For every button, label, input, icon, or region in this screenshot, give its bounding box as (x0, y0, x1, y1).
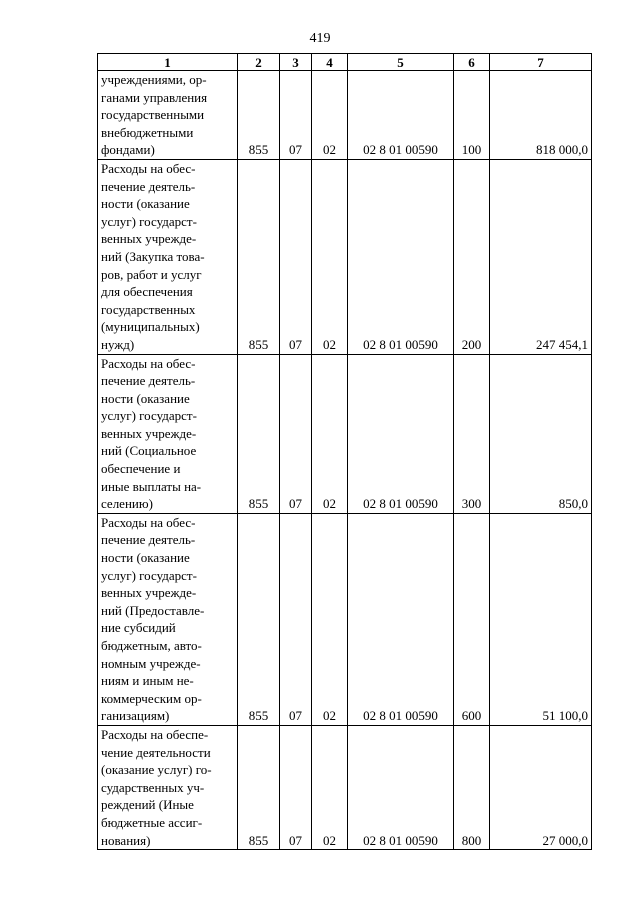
column-header: 7 (490, 54, 592, 71)
expense-description (98, 71, 238, 160)
column-header: 6 (454, 54, 490, 71)
description-line: учреждениями, ор- (101, 72, 207, 87)
description-line: услуг) государст- (101, 213, 197, 229)
description-line: ганами управления (101, 89, 208, 105)
description-line: коммерческим ор- (101, 690, 202, 706)
description-line: ганизациям) (101, 708, 170, 724)
section-code: 07 (280, 159, 312, 354)
table-body (98, 71, 592, 850)
description-line: венных учрежде- (101, 585, 197, 601)
description-line: ности (оказание (101, 390, 190, 406)
expense-description (98, 354, 238, 513)
section-code: 07 (280, 71, 312, 160)
subsection-code: 02 (312, 159, 348, 354)
description-line: внебюджетными (101, 124, 194, 140)
table-row (98, 159, 592, 354)
description-line: государственных (101, 301, 196, 317)
description-line: бюджетные ассиг- (101, 814, 203, 830)
table-row (98, 354, 592, 513)
section-code: 07 (280, 725, 312, 849)
page-number: 419 (309, 31, 331, 46)
table-row (98, 513, 592, 725)
ministry-code: 855 (238, 159, 280, 354)
table-row (98, 71, 592, 160)
table-row (98, 725, 592, 849)
column-header: 4 (312, 54, 348, 71)
section-code: 07 (280, 354, 312, 513)
description-line: Расходы на обеспе- (101, 726, 209, 742)
description-line: бюджетным, авто- (101, 638, 202, 653)
subsection-code: 02 (312, 71, 348, 160)
amount-value: 850,0 (490, 354, 592, 513)
expense-type-code: 300 (454, 354, 490, 513)
description-line: ности (оказание (101, 196, 190, 212)
description-line: Расходы на обес- (101, 355, 196, 371)
description-line: ний (Предоставле- (101, 602, 205, 618)
target-article-code: 02 8 01 00590 (348, 71, 454, 160)
target-article-code: 02 8 01 00590 (348, 159, 454, 354)
subsection-code: 02 (312, 354, 348, 513)
ministry-code: 855 (238, 513, 280, 725)
description-line: нования) (101, 832, 151, 848)
column-header: 2 (238, 54, 280, 71)
description-line: Расходы на обес- (101, 160, 196, 176)
amount-value: 247 454,1 (490, 159, 592, 354)
budget-table (97, 53, 592, 850)
description-line: венных учрежде- (101, 231, 197, 247)
description-line: иные выплаты на- (101, 478, 202, 494)
column-header: 3 (280, 54, 312, 71)
expense-description (98, 725, 238, 849)
expense-description (98, 159, 238, 354)
description-line: печение деятель- (101, 373, 196, 389)
description-line: номным учрежде- (101, 655, 201, 671)
description-line: ний (Закупка това- (101, 248, 205, 264)
amount-value: 818 000,0 (490, 71, 592, 160)
description-line: (оказание услуг) го- (101, 762, 212, 778)
description-line: нужд) (101, 336, 135, 352)
description-line: чение деятельности (101, 744, 211, 760)
expense-type-code: 600 (454, 513, 490, 725)
expense-type-code: 100 (454, 71, 490, 160)
description-line: ний (Социальное (101, 443, 197, 459)
expense-description (98, 513, 238, 725)
description-line: сударственных уч- (101, 779, 205, 795)
description-line: для обеспечения (101, 284, 193, 300)
ministry-code: 855 (238, 71, 280, 160)
column-header: 5 (348, 54, 454, 71)
description-line: обеспечение и (101, 461, 181, 477)
description-line: венных учрежде- (101, 425, 197, 441)
ministry-code: 855 (238, 725, 280, 849)
description-line: печение деятель- (101, 178, 196, 194)
description-line: ров, работ и услуг (101, 266, 202, 282)
subsection-code: 02 (312, 725, 348, 849)
description-line: Расходы на обес- (101, 514, 196, 530)
description-line: печение деятель- (101, 532, 196, 548)
description-line: ности (оказание (101, 550, 190, 566)
description-line: ние субсидий (101, 620, 176, 636)
subsection-code: 02 (312, 513, 348, 725)
description-line: ниям и иным не- (101, 673, 194, 689)
description-line: реждений (Иные (101, 797, 194, 813)
amount-value: 51 100,0 (490, 513, 592, 725)
target-article-code: 02 8 01 00590 (348, 513, 454, 725)
description-line: государственными (101, 107, 205, 123)
expense-type-code: 800 (454, 725, 490, 849)
section-code: 07 (280, 513, 312, 725)
expense-type-code: 200 (454, 159, 490, 354)
header-row (98, 54, 592, 71)
amount-value: 27 000,0 (490, 725, 592, 849)
description-line: селению) (101, 496, 153, 512)
target-article-code: 02 8 01 00590 (348, 725, 454, 849)
description-line: услуг) государст- (101, 567, 197, 583)
description-line: услуг) государст- (101, 408, 197, 424)
description-line: фондами) (101, 142, 155, 158)
ministry-code: 855 (238, 354, 280, 513)
column-header: 1 (98, 54, 238, 71)
description-line: (муниципальных) (101, 319, 200, 335)
target-article-code: 02 8 01 00590 (348, 354, 454, 513)
